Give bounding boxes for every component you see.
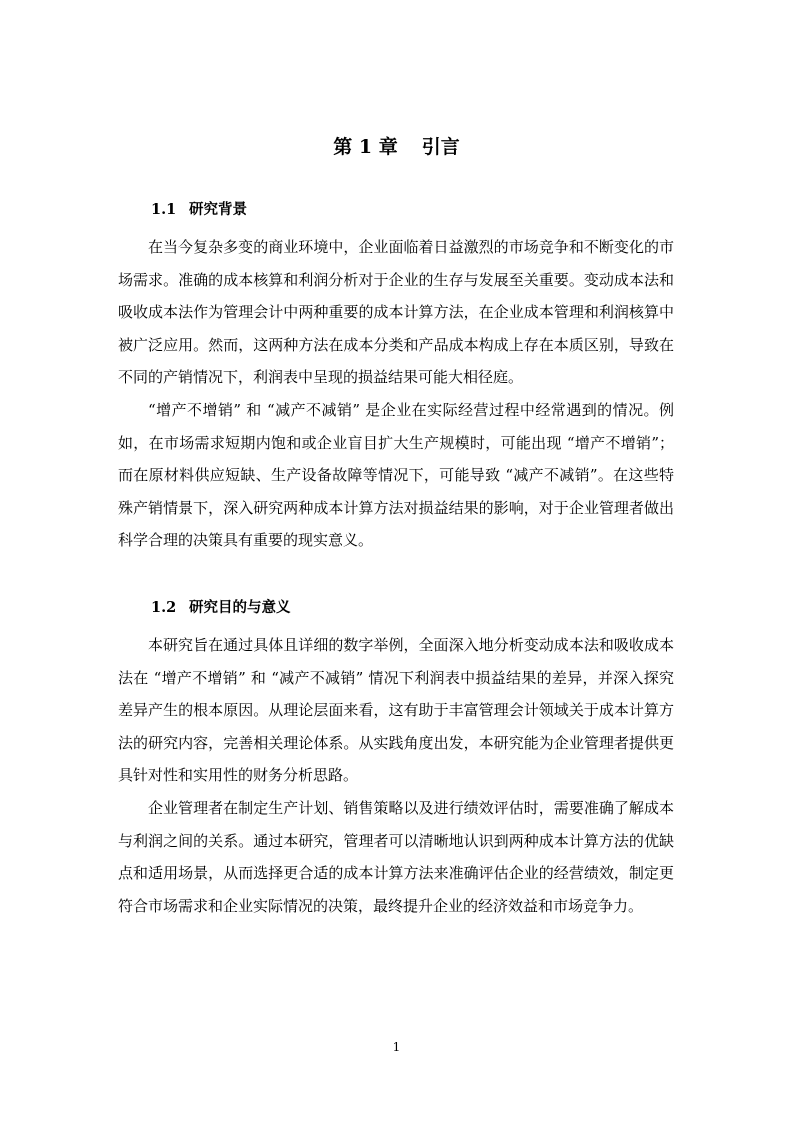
paragraph-purpose-1: 本研究旨在通过具体且详细的数字举例，全面深入地分析变动成本法和吸收成本法在 “增产不增销” 和 “减产不减销” 情况下利润表中损益结果的差异，并深入探究差异产生的根本原因。从理论层面来看，这有助于丰富管理会计领域关于成本计算方法的研究内容，完善相关理论体系。从实践角度出发，本研究能为企业管理者提供更具针对性和实用性的财务分析思路。	[118, 636, 674, 784]
section-heading-1-2	[151, 596, 291, 617]
chapter-number: 第 1 章	[333, 136, 398, 158]
paragraph-background-2: “增产不增销” 和 “减产不减销” 是企业在实际经营过程中经常遇到的情况。例如，在市场需求短期内饱和或企业盲目扩大生产规模时，可能出现 “增产不增销”；而在原材料供应短缺、生产设备故障等情况下，可能导致 “减产不减销”。在这些特殊产销情景下，深入研究两种成本计算方法对损益结果的影响，对于企业管理者做出科学合理的决策具有重要的现实意义。	[118, 401, 674, 549]
chapter-name: 引言	[421, 136, 460, 158]
section-heading-1-1	[151, 198, 247, 219]
paragraph-background-1: 在当今复杂多变的商业环境中，企业面临着日益激烈的市场竞争和不断变化的市场需求。准确的成本核算和利润分析对于企业的生存与发展至关重要。变动成本法和吸收成本法作为管理会计中两种重要的成本计算方法，在企业成本管理和利润核算中被广泛应用。然而，这两种方法在成本分类和产品成本构成上存在本质区别，导致在不同的产销情况下，利润表中呈现的损益结果可能大相径庭。	[118, 238, 674, 386]
section-number: 1.1	[151, 201, 177, 218]
section-title: 研究背景	[189, 201, 247, 218]
section-number: 1.2	[151, 599, 177, 616]
chapter-title	[0, 132, 793, 159]
paragraph-purpose-2: 企业管理者在制定生产计划、销售策略以及进行绩效评估时，需要准确了解成本与利润之间的关系。通过本研究，管理者可以清晰地认识到两种成本计算方法的优缺点和适用场景，从而选择更合适的成本计算方法来准确评估企业的经营绩效，制定更符合市场需求和企业实际情况的决策，最终提升企业的经济效益和市场竞争力。	[118, 799, 674, 915]
page-number: 1	[392, 1040, 401, 1054]
section-title: 研究目的与意义	[189, 599, 291, 616]
